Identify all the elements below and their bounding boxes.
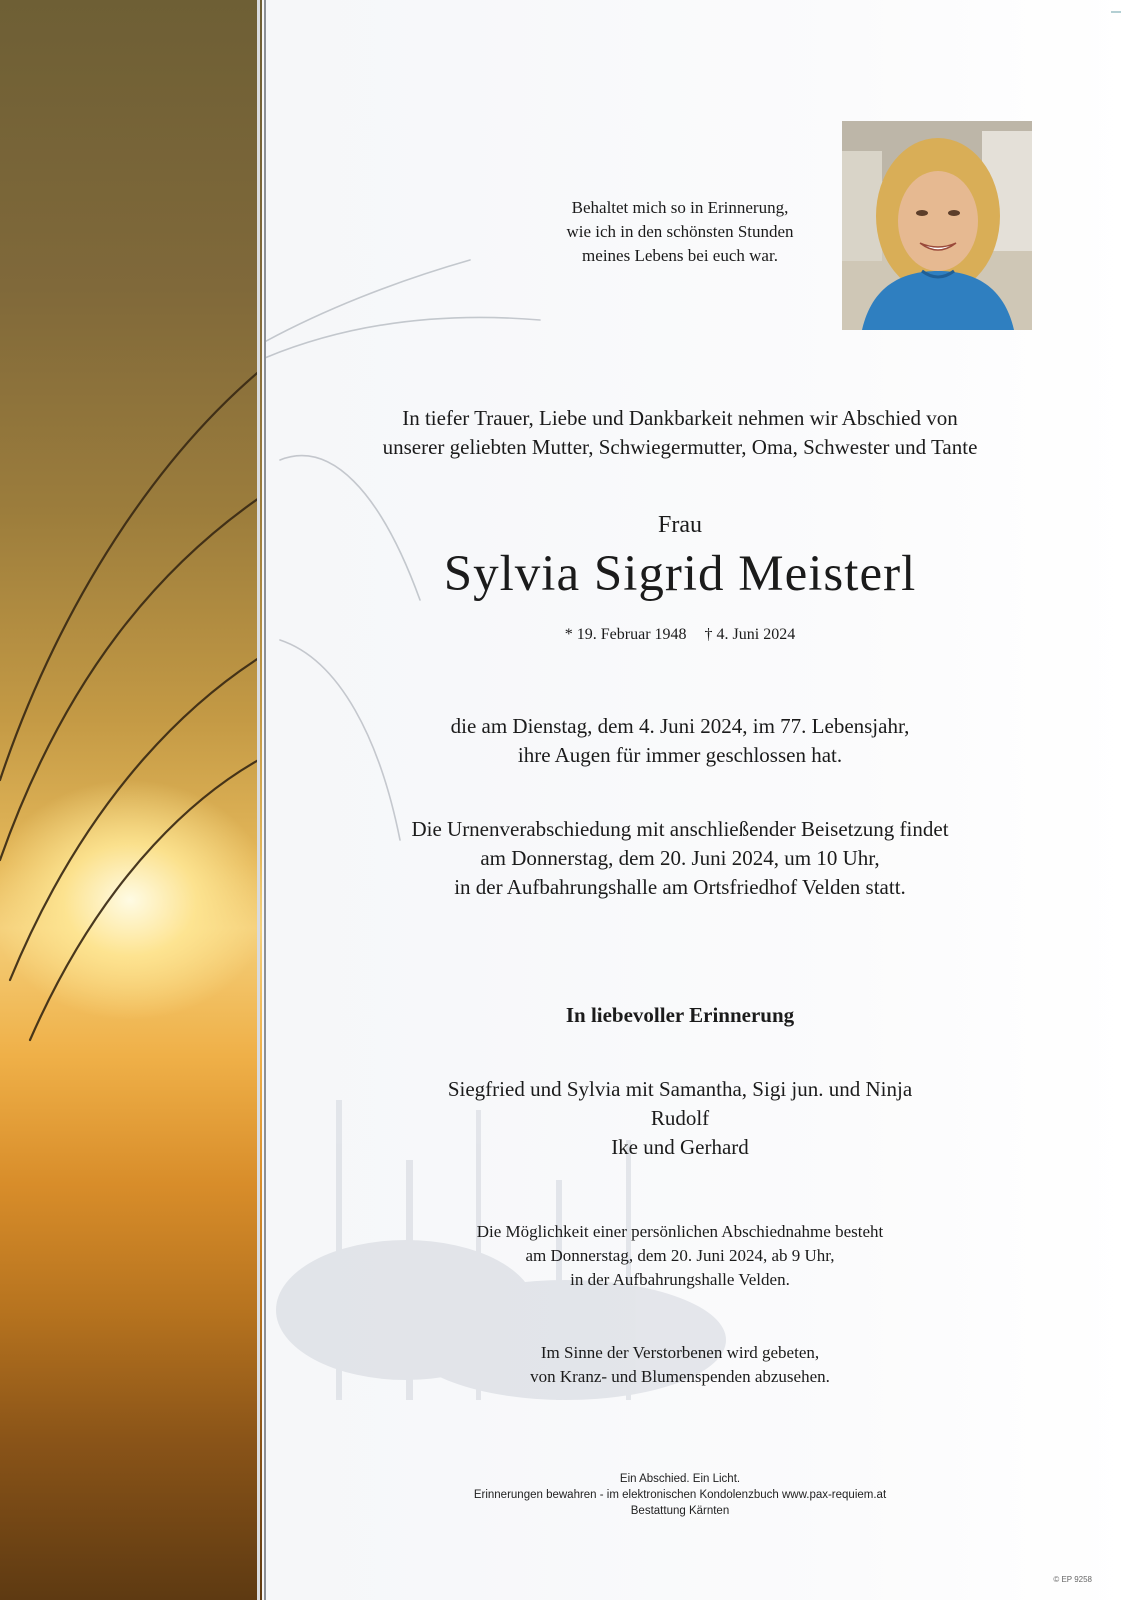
- mourning-intro: [300, 404, 1060, 462]
- flower-request: [430, 1341, 930, 1389]
- funeral-home-footer: [380, 1471, 980, 1519]
- viewing-line: in der Aufbahrungshalle Velden.: [570, 1270, 790, 1289]
- motto-line: wie ich in den schönsten Stunden: [566, 222, 794, 241]
- viewing-line: Die Möglichkeit einer persönlichen Abschiednahme besteht: [476, 1222, 884, 1241]
- motto-line: Behaltet mich so in Erinnerung,: [571, 198, 789, 217]
- intro-line: unserer geliebten Mutter, Schwiegermutter, Oma, Schwester und Tante: [382, 435, 978, 459]
- motto-line: meines Lebens bei euch war.: [582, 246, 778, 265]
- corner-mark-icon: [1110, 6, 1122, 18]
- footer-company: Bestattung Kärnten: [630, 1505, 730, 1517]
- request-line: Im Sinne der Verstorbenen wird gebeten,: [540, 1343, 820, 1362]
- mourner-line: Siegfried und Sylvia mit Samantha, Sigi jun. und Ninja: [447, 1077, 913, 1101]
- footer-condolence-link[interactable]: Erinnerungen bewahren - im elektronischen Kondolenzbuch www.pax-requiem.at: [473, 1489, 887, 1501]
- passing-notice: [380, 712, 980, 770]
- intro-line: In tiefer Trauer, Liebe und Dankbarkeit nehmen wir Abschied von: [402, 406, 958, 430]
- reference-code: © EP 9258: [1053, 1575, 1092, 1584]
- portrait-photo: [842, 121, 1032, 330]
- viewing-line: am Donnerstag, dem 20. Juni 2024, ab 9 Uhr,: [525, 1246, 835, 1265]
- mourners-list: [360, 1075, 1000, 1162]
- ceremony-line: am Donnerstag, dem 20. Juni 2024, um 10 Uhr,: [480, 846, 880, 870]
- memory-heading: In liebevoller Erinnerung: [565, 1003, 795, 1027]
- death-date: † 4. Juni 2024: [704, 626, 796, 643]
- birth-date: * 19. Februar 1948: [564, 626, 687, 643]
- portrait-image: [842, 121, 1032, 330]
- ceremony-line: Die Urnenverabschiedung mit anschließender Beisetzung findet: [411, 817, 949, 841]
- ceremony-line: in der Aufbahrungshalle am Ortsfriedhof Velden statt.: [454, 875, 906, 899]
- salutation: Frau: [658, 512, 702, 538]
- viewing-notice: [380, 1220, 980, 1292]
- life-dates: [470, 626, 890, 644]
- passing-line: ihre Augen für immer geschlossen hat.: [517, 743, 843, 767]
- memorial-motto: [520, 196, 840, 268]
- mourner-line: Ike und Gerhard: [611, 1135, 749, 1159]
- footer-tagline: Ein Abschied. Ein Licht.: [619, 1473, 741, 1485]
- ghost-plants-silhouette: [266, 980, 786, 1400]
- mourner-line: Rudolf: [650, 1106, 710, 1130]
- request-line: von Kranz- und Blumenspenden abzusehen.: [530, 1367, 830, 1386]
- grass-dark: [0, 340, 340, 1040]
- ceremony-notice: [340, 815, 1020, 902]
- deceased-name: Sylvia Sigrid Meisterl: [443, 546, 917, 602]
- passing-line: die am Dienstag, dem 4. Juni 2024, im 77. Lebensjahr,: [450, 714, 910, 738]
